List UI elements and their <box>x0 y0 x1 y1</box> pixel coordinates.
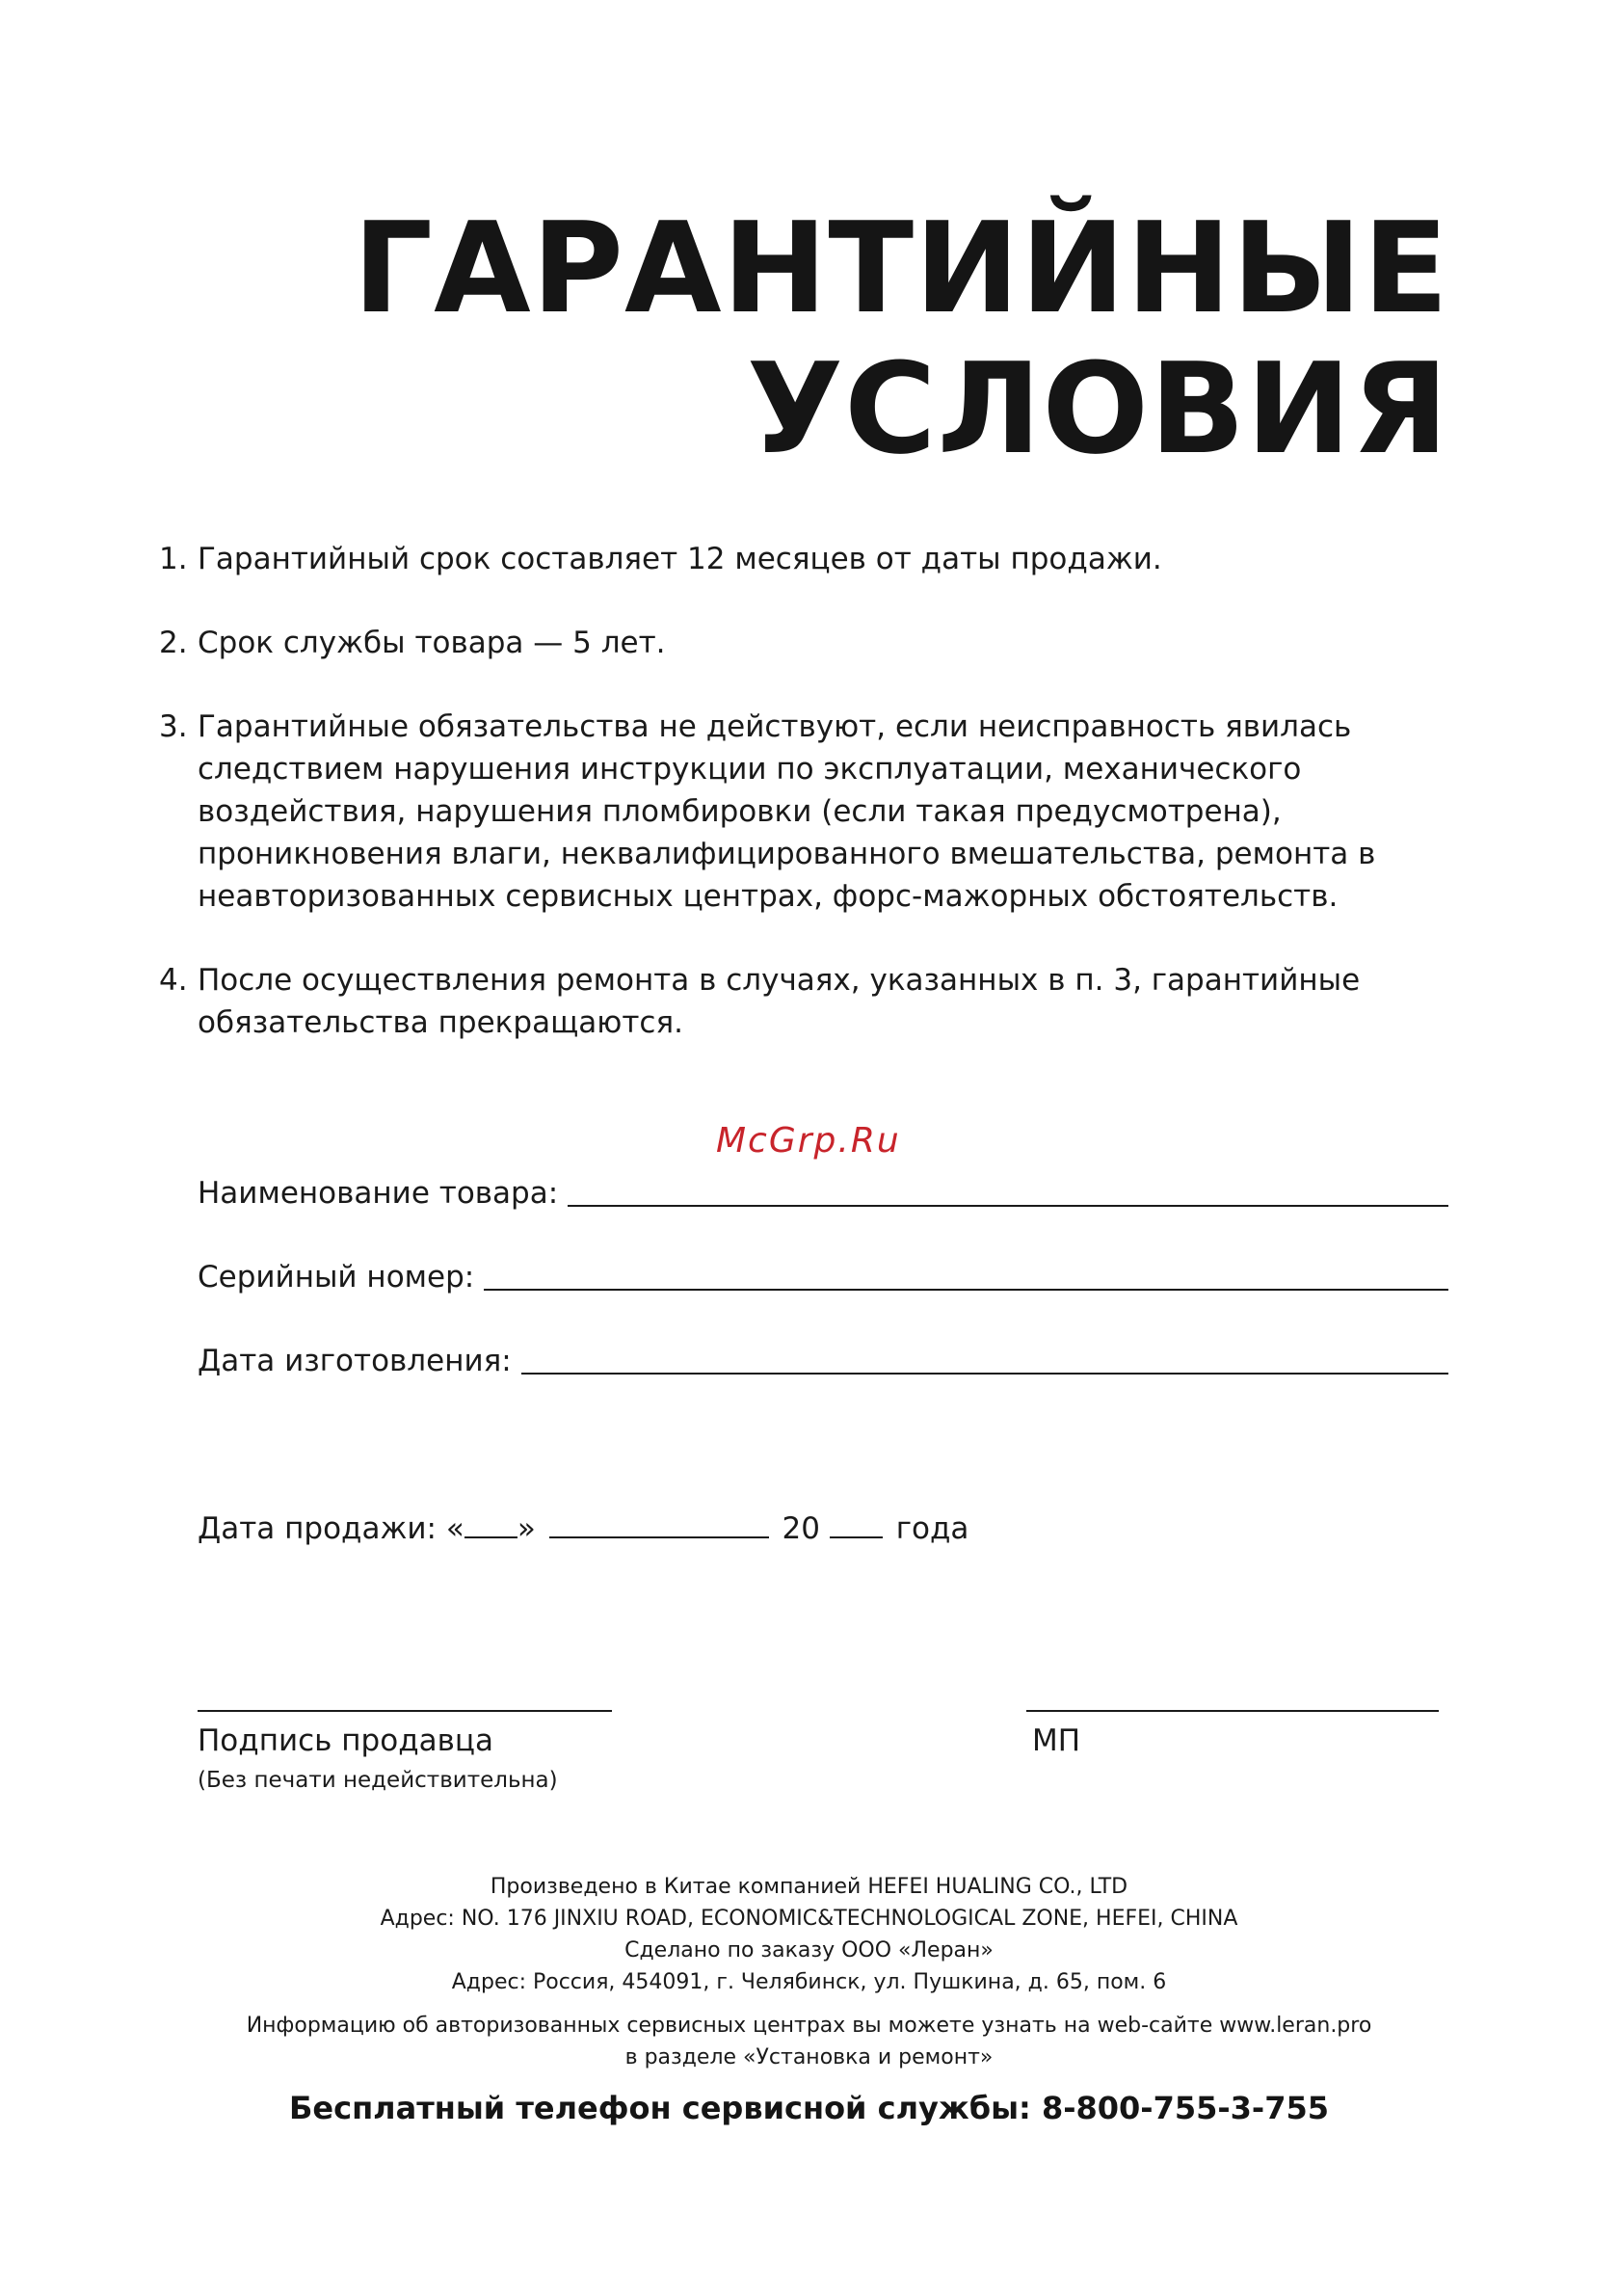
stamp-caption: МП <box>1032 1723 1081 1758</box>
watermark: McGrp.Ru <box>716 1121 901 1161</box>
footer-line-4: Адрес: Россия, 454091, г. Челябинск, ул. Пушкина, д. 65, пом. 6 <box>451 1970 1167 1994</box>
sale-year-blank[interactable] <box>830 1509 883 1538</box>
manufacture-date-label: Дата изготовления: <box>198 1344 512 1378</box>
sale-date-row <box>198 1509 968 1548</box>
seller-signature-line[interactable] <box>198 1710 612 1712</box>
stamp-block <box>1026 1710 1439 1760</box>
manufacture-date-line[interactable] <box>521 1373 1448 1375</box>
page-title <box>353 195 1449 482</box>
warranty-terms-list <box>159 538 1450 1085</box>
stamp-line[interactable] <box>1026 1710 1439 1712</box>
sale-date-label: Дата продажи: <box>198 1511 437 1546</box>
serial-number-label: Серийный номер: <box>198 1260 475 1295</box>
seller-signature-note: (Без печати недействительна) <box>198 1768 558 1793</box>
title-line-2: УСЛОВИЯ <box>746 335 1449 482</box>
sale-close-quote: » <box>517 1511 536 1546</box>
seller-signature-caption: Подпись продавца <box>198 1723 494 1758</box>
footer-line-6: в разделе «Установка и ремонт» <box>624 2045 994 2069</box>
term-text: После осуществления ремонта в случаях, указанных в п. 3, гарантийные обязательства прекращаются. <box>198 963 1361 1040</box>
manufacturer-info <box>0 1871 1618 1998</box>
term-number: 2. <box>159 626 188 660</box>
service-phone: Бесплатный телефон сервисной службы: 8-800-755-3-755 <box>289 2090 1329 2126</box>
footer-line-5: Информацию об авторизованных сервисных центрах вы можете узнать на web-сайте www.leran.pro <box>246 2014 1372 2038</box>
serial-number-field[interactable] <box>198 1258 1448 1296</box>
footer-line-3: Сделано по заказу ООО «Леран» <box>624 1938 994 1962</box>
product-name-field[interactable] <box>198 1174 1448 1213</box>
sale-month-blank[interactable] <box>549 1509 769 1538</box>
sale-open-quote: « <box>445 1511 464 1546</box>
term-number: 4. <box>159 963 188 998</box>
term-item <box>159 706 1450 918</box>
title-line-1: ГАРАНТИЙНЫЕ <box>353 195 1449 341</box>
term-item <box>159 959 1450 1044</box>
sale-year-suffix: года <box>895 1511 969 1546</box>
seller-signature-block <box>198 1710 612 1795</box>
term-text: Гарантийные обязательства не действуют, если неисправность явилась следствием нарушения инструкции по эксплуатации, механического воздействия, нарушения пломбировки (если такая предусмотрена), проникновения влаги, неквалифицированного вмешательства, ремонта в неавторизованных сервисных центрах, форс-мажорных обстоятельств. <box>198 709 1376 914</box>
term-text: Гарантийный срок составляет 12 месяцев от даты продажи. <box>198 542 1162 576</box>
footer-line-1: Произведено в Китае компанией HEFEI HUALING CO., LTD <box>490 1875 1128 1899</box>
sale-year-prefix: 20 <box>782 1511 820 1546</box>
footer-line-2: Адрес: NO. 176 JINXIU ROAD, ECONOMIC&TECHNOLOGICAL ZONE, HEFEI, CHINA <box>380 1907 1238 1931</box>
service-info <box>0 2010 1618 2073</box>
product-name-line[interactable] <box>568 1205 1448 1207</box>
term-item <box>159 622 1450 664</box>
term-text: Срок службы товара — 5 лет. <box>198 626 666 660</box>
term-number: 3. <box>159 709 188 744</box>
product-name-label: Наименование товара: <box>198 1176 559 1211</box>
term-item <box>159 538 1450 580</box>
term-number: 1. <box>159 542 188 576</box>
serial-number-line[interactable] <box>484 1289 1448 1291</box>
sale-day-blank[interactable] <box>464 1509 517 1538</box>
manufacture-date-field[interactable] <box>198 1342 1448 1380</box>
